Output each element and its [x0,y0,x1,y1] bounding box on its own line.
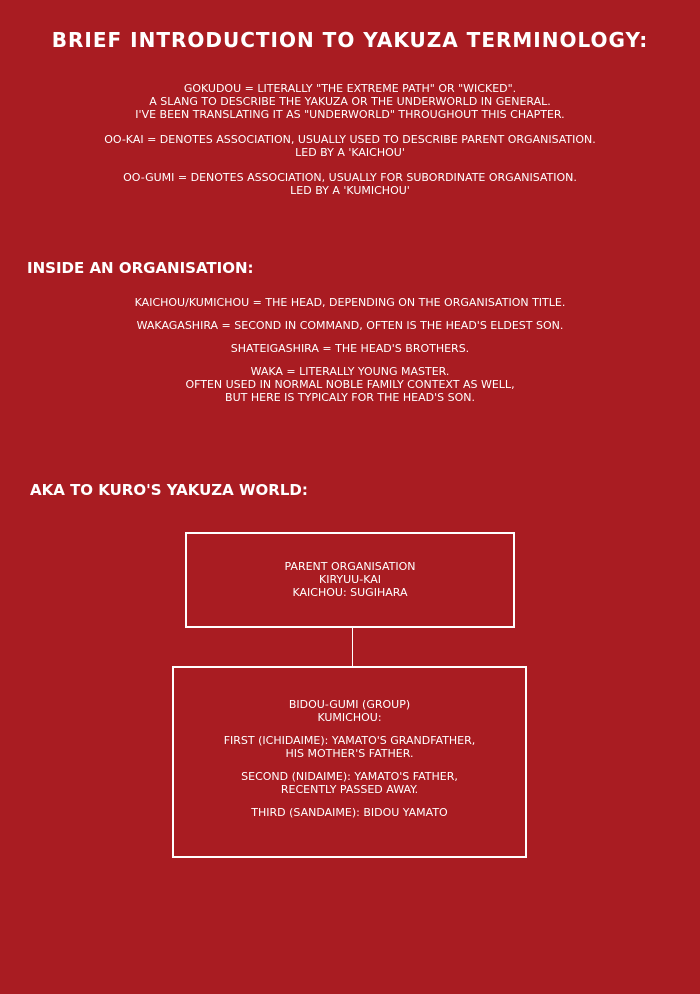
term-oo-gumi: OO-GUMI = DENOTES ASSOCIATION, USUALLY FOR SUBORDINATE ORGANISATION. LED BY A 'KUMICHOU' [123,171,577,197]
parent-box-line: PARENT ORGANISATION [284,560,416,573]
role-wakagashira: WAKAGASHIRA = SECOND IN COMMAND, OFTEN IS THE HEAD'S ELDEST SON. [136,319,564,332]
role-kaichou: KAICHOU/KUMICHOU = THE HEAD, DEPENDING ON THE ORGANISATION TITLE. [134,296,566,309]
section-heading-aka: AKA TO KURO'S YAKUZA WORLD: [30,481,308,499]
intro-section [0,82,700,209]
term-gokudou: GOKUDOU = LITERALLY "THE EXTREME PATH" OR "WICKED". A SLANG TO DESCRIBE THE YAKUZA OR THE UNDERWORLD IN GENERAL. I'VE BEEN TRANSLATING IT AS "UNDERWORLD" THROUGHOUT THIS CHAPTER. [135,82,565,121]
page-title: BRIEF INTRODUCTION TO YAKUZA TERMINOLOGY: [51,28,649,52]
child-box-entry: FIRST (ICHIDAIME): YAMATO'S GRANDFATHER, HIS MOTHER'S FATHER. [223,734,476,760]
term-oo-kai: OO-KAI = DENOTES ASSOCIATION, USUALLY USED TO DESCRIBE PARENT ORGANISATION. LED BY A 'KAICHOU' [104,133,596,159]
hierarchy-connector-line [352,628,353,666]
parent-box-line: KIRYUU-KAI [319,573,381,586]
role-waka: WAKA = LITERALLY YOUNG MASTER. OFTEN USED IN NORMAL NOBLE FAMILY CONTEXT AS WELL, BUT HERE IS TYPICALY FOR THE HEAD'S SON. [185,365,515,404]
child-box-entry: THIRD (SANDAIME): BIDOU YAMATO [251,806,448,819]
child-box-entry: SECOND (NIDAIME): YAMATO'S FATHER, RECENTLY PASSED AWAY. [241,770,458,796]
section-heading-inside: INSIDE AN ORGANISATION: [27,259,254,277]
parent-organisation-box [185,532,515,628]
role-shateigashira: SHATEIGASHIRA = THE HEAD'S BROTHERS. [230,342,470,355]
parent-box-line: KAICHOU: SUGIHARA [292,586,408,599]
subordinate-group-box [172,666,527,858]
child-box-header: BIDOU-GUMI (GROUP) KUMICHOU: [288,698,411,724]
roles-section [0,296,700,414]
